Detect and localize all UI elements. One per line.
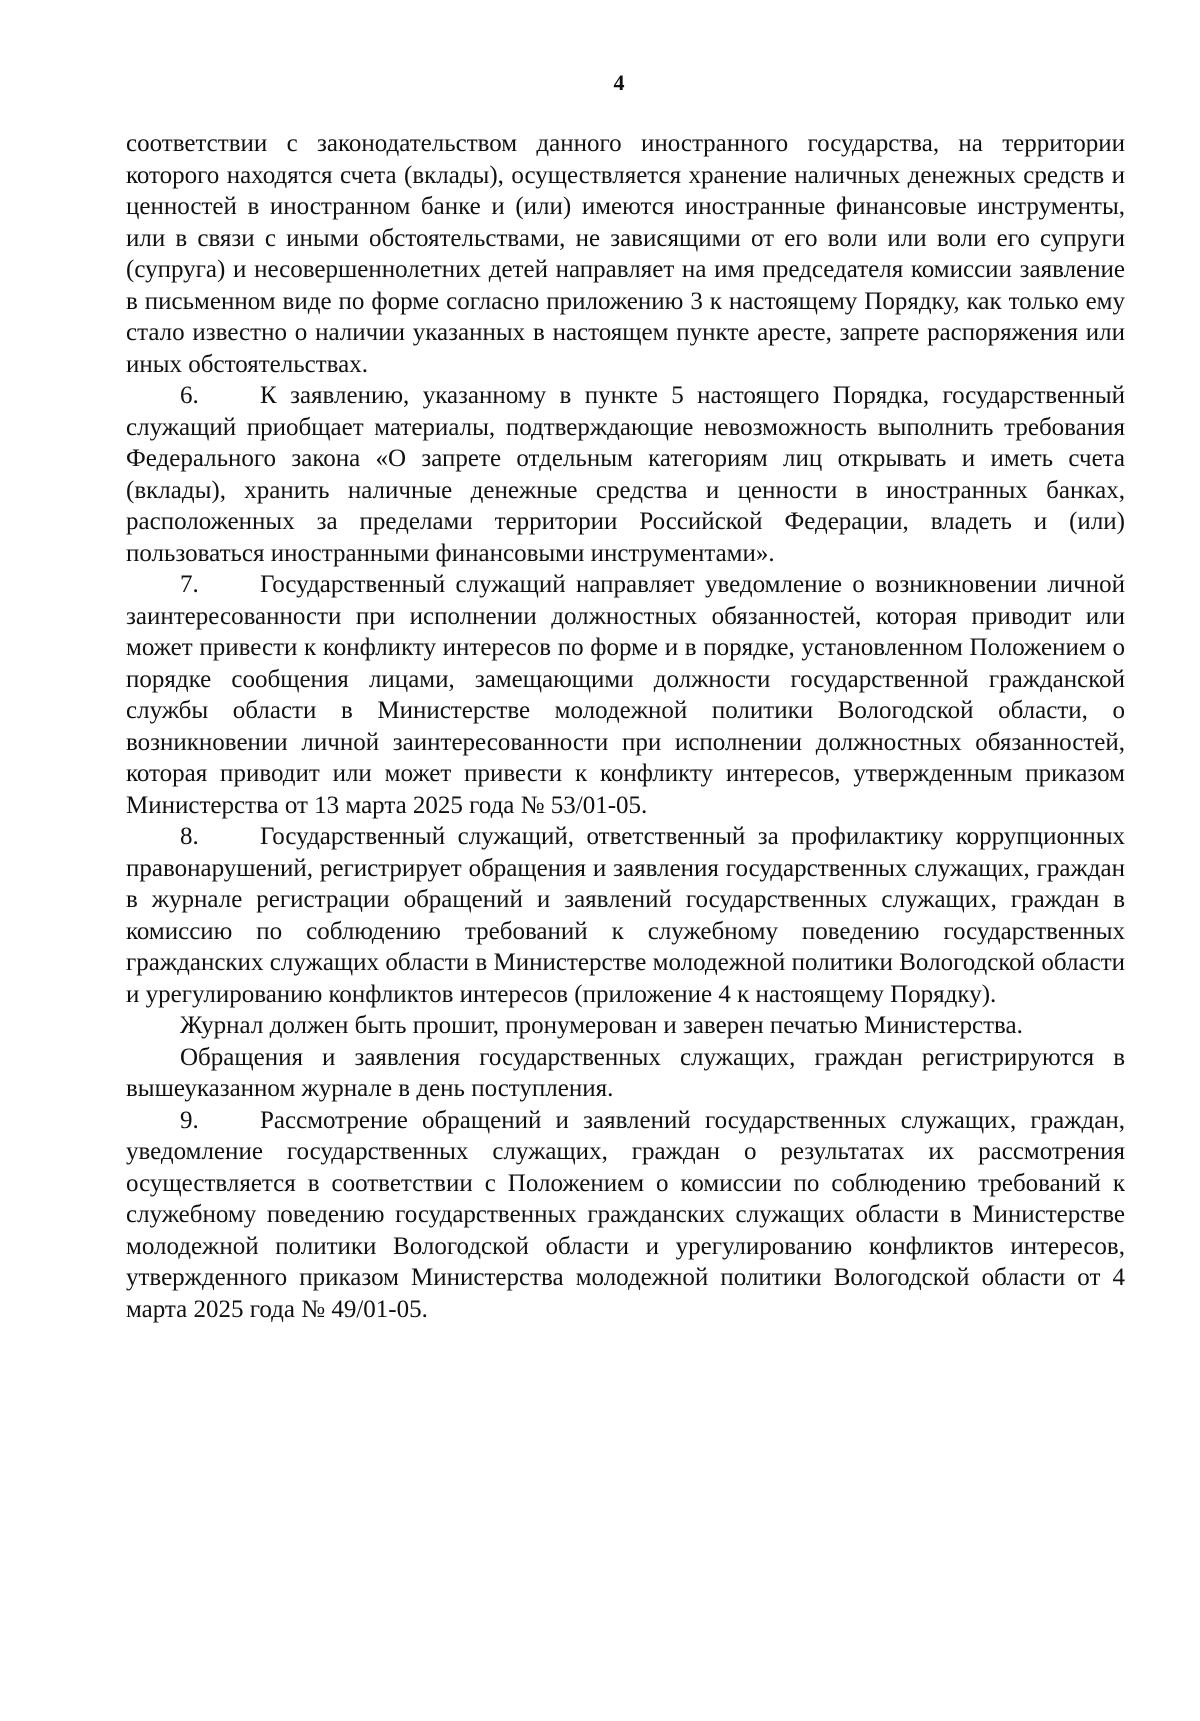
page-number: 4 [613,70,625,95]
item-number: 9. [180,1106,199,1134]
paragraph-item-8 [126,821,1125,1010]
item-number: 7. [180,571,199,598]
paragraph-text: К заявлению, указанному в пункте 5 настоящего Порядка, государственный служащий приобщает материалы, подтверждающие невозможность выполнить требования Федерального закона «О запрете отдельным категориям лиц открывать и иметь счета (вклады), хранить наличные денежные средства и ценности в иностранных банках, расположенных за пределами территории Российской Федерации, владеть и (или) пользоваться иностранными финансовыми инструментами». [126,382,1125,567]
paragraph-item-9 [126,1105,1125,1326]
document-body [126,128,1125,1325]
item-number: 8. [180,823,199,850]
paragraph-item-6 [126,380,1125,569]
paragraph-continuation: соответствии с законодательством данного иностранного государства, на территории которого находятся счета (вклады), осуществляется хранение наличных денежных средств и ценностей в иностранном банке и (или) имеются иностранные финансовые инструменты, или в связи с иными обстоятельствами, не зависящими от его воли или воли его супруги (супруга) и несовершеннолетних детей направляет на имя председателя комиссии заявление в письменном виде по форме согласно приложению 3 к настоящему Порядку, как только ему стало известно о наличии указанных в настоящем пункте аресте, запрете распоряжения или иных обстоятельствах. [126,130,1125,378]
item-number: 6. [180,382,199,409]
paragraph-text: Государственный служащий, ответственный за профилактику коррупционных правонарушений, регистрирует обращения и заявления государственных служащих, граждан в журнале регистрации обращений и заявлений государственных служащих, граждан в комиссию по соблюдению требований к служебному поведению государственных гражданских служащих области в Министерстве молодежной политики Вологодской области и урегулированию конфликтов интересов (приложение 4 к настоящему Порядку). [126,823,1125,1008]
paragraph-text: Государственный служащий направляет уведомление о возникновении личной заинтересованности при исполнении должностных обязанностей, которая приводит или может привести к конфликту интересов по форме и в порядке, установленном Положением о порядке сообщения лицами, замещающими должности государственной гражданской службы области в Министерстве молодежной политики Вологодской области, о возникновении личной заинтересованности при исполнении должностных обязанностей, которая приводит или может привести к конфликту интересов, утвержденным приказом Министерства от 13 марта 2025 года № 53/01-05. [126,571,1125,819]
paragraph-text: Рассмотрение обращений и заявлений государственных служащих, граждан, уведомление государственных служащих, граждан о результатах их рассмотрения осуществляется в соответствии с Положением о комиссии по соблюдению требований к служебному поведению государственных гражданских служащих области в Министерстве молодежной политики Вологодской области и урегулированию конфликтов интересов, утвержденного приказом Министерства молодежной политики Вологодской области от 4 марта 2025 года № 49/01-05. [126,1106,1125,1323]
paragraph-journal: Журнал должен быть прошит, пронумерован и заверен печатью Министерства. [180,1012,1023,1039]
paragraph-registration: Обращения и заявления государственных служащих, граждан регистрируются в вышеуказанном журнале в день поступления. [126,1043,1125,1102]
paragraph-item-7 [126,569,1125,821]
